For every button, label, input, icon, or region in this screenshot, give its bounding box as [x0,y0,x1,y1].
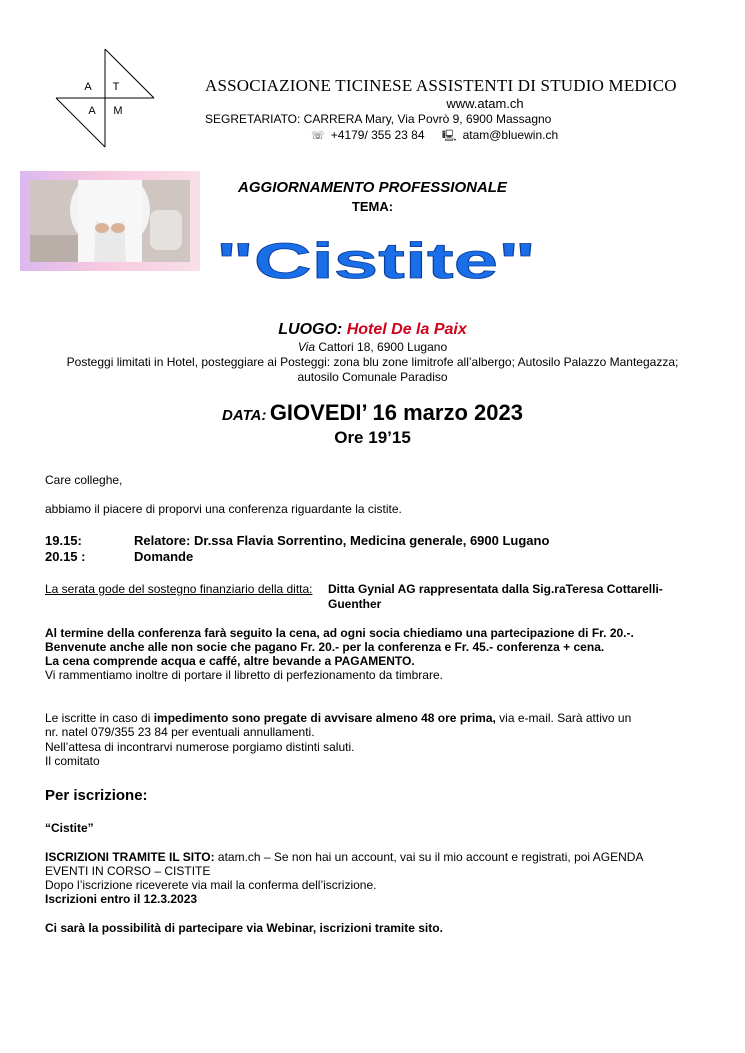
org-secretariat: SEGRETARIATO: CARRERA Mary, Via Povrò 9, 6900 Massagno [205,112,552,126]
atam-logo [54,47,156,149]
site-text: atam.ch – Se non hai un account, vai su il mio account e registrati, poi AGENDA [214,850,644,864]
sponsor-line-2: Guenther [328,597,382,611]
logo-letter-a2: A [88,105,96,117]
location-address [0,340,745,354]
sponsor-label: La serata gode del sostegno finanziario della ditta: [45,582,313,596]
program-text: Relatore: Dr.ssa Flavia Sorrentino, Medicina generale, 6900 Lugano [134,533,550,548]
org-name: ASSOCIAZIONE TICINESE ASSISTENTI DI STUDIO MEDICO [205,76,677,95]
dinner-line-1: Al termine della conferenza farà seguito la cena, ad ogni socia chiediamo una partecipazione di Fr. 20.-. [45,626,634,640]
event-heading: AGGIORNAMENTO PROFESSIONALE [238,179,507,196]
signature: Il comitato [45,754,100,768]
booklet-reminder: Vi rammentiamo inoltre di portare il libretto di perfezionamento da timbrare. [45,668,443,682]
logo-letter-t: T [112,81,120,93]
parking-line-1: Posteggi limitati in Hotel, posteggiare ai Posteggi: zona blu zone limitrofe all’albergo; Autosilo Palazzo Mantegazza; [66,355,679,369]
site-registration [45,850,643,865]
program-time: 20.15 : [45,549,86,564]
site-text-2: EVENTI IN CORSO – CISTITE [45,864,211,878]
program-row [45,533,549,548]
registration-deadline: Iscrizioni entro il 12.3.2023 [45,892,198,906]
logo-letter-a1: A [84,81,92,93]
webinar-notice: Ci sarà la possibilità di partecipare via Webinar, iscrizioni tramite sito. [45,921,443,935]
program-text: Domande [134,549,194,564]
confirmation-text: Dopo l’iscrizione riceverete via mail la conferma dell’iscrizione. [45,878,377,892]
registration-title: “Cistite” [45,821,94,835]
parking-info [40,355,705,385]
cancel-line-2: nr. natel 079/355 23 84 per eventuali annullamenti. [45,725,315,739]
address-text: Cattori 18, 6900 Lugano [318,340,448,354]
program-row [45,549,193,564]
event-title-text: "Cistite" [216,234,536,286]
parking-line-2: autosilo Comunale Paradiso [297,370,448,384]
cancel-text-1: Le iscritte in caso di [45,711,154,725]
cancel-text-2: via e-mail. Sarà attivo un [495,711,632,725]
site-label: ISCRIZIONI TRAMITE IL SITO: [45,850,215,864]
date-line [0,400,745,426]
location-line [0,321,745,339]
date-value: GIOVEDI’ 16 marzo 2023 [269,400,523,425]
location-name: Hotel De la Paix [346,321,467,338]
date-label: DATA: [222,407,267,424]
cancel-notice [45,711,631,726]
address-prefix: Via [297,340,316,354]
sponsor-line-1: Ditta Gynial AG rappresentata dalla Sig.raTeresa Cottarelli- [328,582,663,596]
event-photo [20,171,200,271]
registration-heading: Per iscrizione: [45,787,148,804]
event-time: Ore 19’15 [334,428,411,447]
dinner-line-3: La cena comprende acqua e caffé, altre bevande a PAGAMENTO. [45,654,415,668]
event-title [214,234,539,286]
greeting: Care colleghe, [45,473,123,487]
phone-number: +4179/ 355 23 84 [330,128,425,142]
email-address[interactable]: atam@bluewin.ch [462,128,559,142]
location-label: LUOGO: [278,321,343,338]
org-contact [311,127,558,146]
logo-letter-m: M [113,105,123,117]
org-website[interactable]: www.atam.ch [446,96,524,111]
cancel-text-bold: impedimento sono pregate di avvisare almeno 48 ore prima, [153,711,496,725]
dinner-line-2: Benvenute anche alle non socie che pagano Fr. 20.- per la conferenza e Fr. 45.- conferenza + cena. [45,640,605,654]
computer-icon: 🖳 [441,130,457,142]
phone-icon: ☏ [311,130,325,142]
program-time: 19.15: [45,533,82,548]
intro-text: abbiamo il piacere di proporvi una conferenza riguardante la cistite. [45,502,402,516]
theme-label: TEMA: [351,199,394,214]
closing-text: Nell’attesa di incontrarvi numerose porgiamo distinti saluti. [45,740,355,754]
